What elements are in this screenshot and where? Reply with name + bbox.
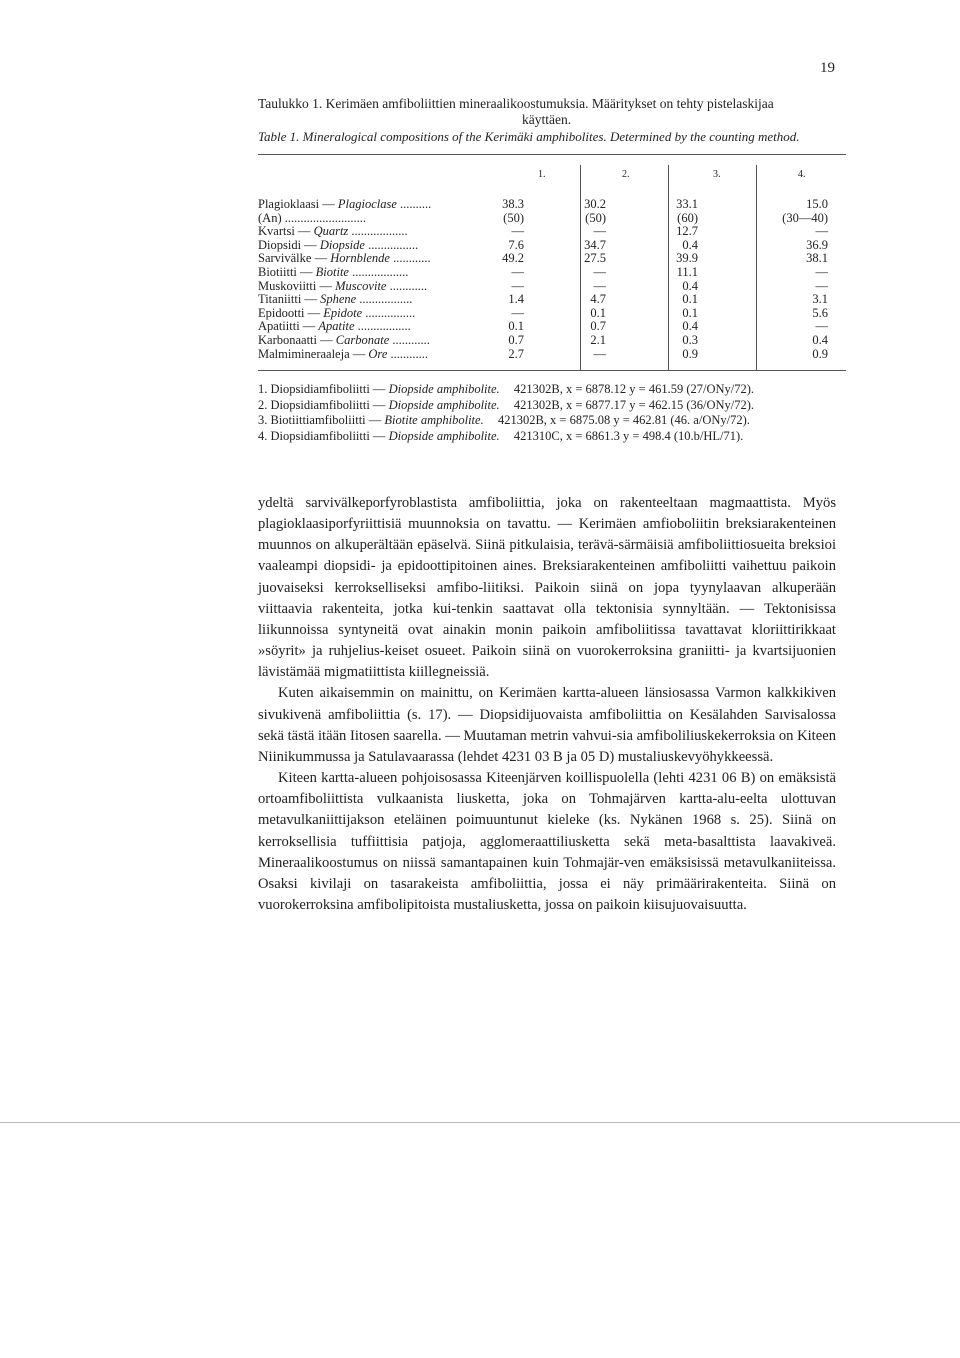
- table-cell: 0.4: [682, 237, 698, 252]
- table-cell: 36.9: [806, 237, 828, 252]
- table-note: [258, 413, 754, 429]
- row-label-finnish: Titaniitti —: [258, 292, 317, 307]
- table-cell: 38.1: [806, 251, 828, 266]
- row-label-english: Biotite: [315, 265, 349, 279]
- table-cell: 1.4: [508, 292, 524, 307]
- table-cell: 0.4: [812, 333, 828, 347]
- row-label-finnish: Sarvivälke —: [258, 251, 328, 266]
- table-cell: —: [593, 265, 606, 279]
- column-header-3: 3.: [713, 169, 721, 180]
- row-label-finnish: Kvartsi —: [258, 224, 311, 239]
- mineral-table: [258, 165, 848, 370]
- table-note: [258, 398, 754, 414]
- note-number: 3.: [258, 413, 268, 427]
- column-header-4: 4.: [798, 169, 806, 180]
- note-location: 421302B, x = 6875.08 y = 462.81 (46. a/ONy/72).: [497, 413, 750, 427]
- table-cell: 3.1: [812, 292, 828, 307]
- table-cell: —: [511, 278, 524, 293]
- table-cell: 0.9: [812, 346, 828, 361]
- table-cell: 0.4: [682, 278, 698, 293]
- table-cell: —: [815, 224, 828, 239]
- table-cell: 5.6: [812, 305, 828, 320]
- row-leader-dots: ............: [387, 346, 428, 361]
- table-note: [258, 382, 754, 398]
- table-cell: (50): [585, 210, 606, 225]
- table-cell: 2.1: [590, 333, 606, 347]
- note-finnish: Diopsidiamfiboliitti —: [270, 397, 386, 412]
- table-cell: —: [815, 265, 828, 279]
- table-cell: 11.1: [676, 265, 698, 279]
- row-leader-dots: .................: [354, 319, 411, 334]
- row-label-finnish: Karbonaatti —: [258, 333, 333, 347]
- note-number: 4.: [258, 428, 268, 443]
- table-caption-english: Table 1. Mineralogical compositions of the Kerimäki amphibolites. Determined by the counting method.: [258, 129, 800, 144]
- note-finnish: Biotiittiamfiboliitti —: [270, 413, 382, 427]
- table-cell: —: [593, 346, 606, 361]
- table-cell: 0.1: [682, 305, 698, 320]
- table-cell: 0.1: [682, 292, 698, 307]
- note-location: 421302B, x = 6878.12 y = 461.59 (27/ONy/72).: [513, 382, 755, 396]
- table-cell: 2.7: [508, 346, 524, 361]
- table-top-rule: [258, 154, 846, 155]
- table-cell: —: [815, 319, 828, 334]
- row-label-english: Quartz: [313, 224, 349, 239]
- table-notes: [258, 382, 754, 444]
- row-label-finnish: Muskoviitti —: [258, 278, 332, 293]
- row-leader-dots: ............: [389, 251, 431, 266]
- row-label-english: Carbonate: [335, 333, 390, 347]
- table-cell: (60): [677, 210, 698, 225]
- table-bottom-rule: [258, 370, 846, 371]
- table-cell: 15.0: [806, 197, 828, 211]
- table-cell: 0.4: [682, 319, 698, 334]
- row-label-finnish: Plagioklaasi —: [258, 197, 335, 211]
- row-leader-dots: ............: [386, 278, 428, 293]
- table-cell: 38.3: [502, 197, 524, 211]
- caption-fi-line2: käyttäen.: [522, 112, 572, 127]
- row-label-english: Apatite: [318, 319, 355, 334]
- row-label-english: Diopside: [319, 237, 365, 252]
- table-cell: —: [815, 278, 828, 293]
- paragraph: Kuten aikaisemmin on mainittu, on Kerimäen kartta-alueen länsiosassa Varmon kalkkikiven sivukivenä amfiboliittia (s. 17). — Diopsidijuovaista amfiboliittia on Kesälahden Saıvisalossa sekä tästä itään Iitosen saarella. — Muutaman metrin vahvui-sia amfiboliliuskekerroksia on Kiteen Niinikummussa ja Satulavaarassa (lehdet 4231 03 B ja 05 D) mustaliuskevyöhykkeessä.: [258, 685, 836, 765]
- paragraph: ydeltä sarvivälkeporfyroblastista amfiboliittia, joka on rakenteeltaan magmaattista. Myös plagioklaasiporfyriittisiä muunnoksia on tavattu. — Kerimäen amfioboliitin breksiarakenteinen muunnos on alkuperältään epäselvä. Siinä pitkulaisia, terävä-särmäisiä amfiboliittiosueita breksioi vaaleampi diopsidi- ja epidoottipitoinen aines. Breksiarakenteinen amfiboliitti vaihettuu paikoin juovaiseksi kerrokselliseksi amfibo-liitiksi. Paikoin siinä on jopa tyynylaavan alkuperään viittaavia rakenteita, jotka kui-tenkin saattavat olla tektonisia synnyltään. — Tektonisissa liikunnoissa syntyneitä ovat ainakin monin paikoin amfiboliitissa tavattavat kloriittirikkaat »söyrit» ja ruhjelius-keiset osueet. Paikoin siinä on vuorokerroksina graniitti- ja kvartsijuonien lävistämää migmatiittista kiillegneissiä.: [258, 495, 836, 681]
- page-bottom-edge: [0, 1122, 960, 1123]
- caption-fi-line1: Taulukko 1. Kerimäen amfiboliittien mineraalikoostumuksia. Määritykset on tehty pistelaskijaa: [258, 96, 774, 111]
- column-header-1: 1.: [538, 169, 546, 180]
- row-leader-dots: ..................: [348, 265, 409, 279]
- table-cell: (50): [503, 210, 524, 225]
- table-cell: —: [593, 224, 606, 239]
- row-leader-dots: ..........: [396, 197, 432, 211]
- note-number: 2.: [258, 397, 268, 412]
- table-cell: 49.2: [502, 251, 524, 266]
- table-cell: (30—40): [782, 210, 828, 225]
- table-cell: 39.9: [676, 251, 698, 266]
- table-cell: 12.7: [676, 224, 698, 239]
- table-cell: —: [511, 224, 524, 239]
- row-leader-dots: .................: [356, 292, 413, 307]
- note-number: 1.: [258, 382, 268, 396]
- row-label-english: Plagioclase: [337, 197, 397, 211]
- row-label-finnish: (An): [258, 210, 282, 225]
- row-label-finnish: Diopsidi —: [258, 237, 317, 252]
- table-cell: 0.7: [590, 319, 606, 334]
- table-note: [258, 429, 754, 445]
- note-finnish: Diopsidiamfiboliitti —: [270, 382, 386, 396]
- note-english: Diopside amphibolite.: [388, 428, 500, 443]
- row-label-english: Ore: [368, 346, 388, 361]
- note-english: Diopside amphibolite.: [388, 397, 500, 412]
- row-label-english: Sphene: [320, 292, 357, 307]
- table-caption-finnish: [258, 96, 840, 128]
- row-leader-dots: ................: [364, 237, 419, 252]
- table-cell: 7.6: [508, 237, 524, 252]
- note-location: 421310C, x = 6861.3 y = 498.4 (10.b/HL/71).: [513, 428, 744, 443]
- body-text: [258, 493, 836, 916]
- row-label-finnish: Malmimineraaleja —: [258, 346, 366, 361]
- note-english: Diopside amphibolite.: [388, 382, 500, 396]
- paragraph: Kiteen kartta-alueen pohjoisosassa Kiteenjärven koillispuolella (lehti 4231 06 B) on emäksistä ortoamfiboliittista vulkaanista liusketta, joka on Tohmajärven kartta-alu-eelta ulottuvan metavulkaniittijakson eteläinen poimuuntunut kieleke (ks. Nykänen 1968 s. 25). Siinä on kerroksellisia tuffiittisia patjoja, agglomeraattiliusketta sekä meta-basalttista laavakiveä. Mineraalikoostumus on niissä samantapainen kuin Tohmajär-ven emäksisissä metavulkaniiteissa. Osaksi kivilaji on tasarakeista amfiboliittia, jossa ei näy primäärirakenteita. Siinä on vuorokerroksina amfibolipitoista mustaliusketta, jossa on paikoin kiisujuovaisuutta.: [258, 770, 836, 913]
- table-cell: 34.7: [584, 237, 606, 252]
- table-cell: —: [511, 265, 524, 279]
- note-finnish: Diopsidiamfiboliitti —: [270, 428, 386, 443]
- note-english: Biotite amphibolite.: [384, 413, 484, 427]
- column-divider: [756, 165, 757, 370]
- table-cell: 0.1: [508, 319, 524, 334]
- table-cell: 0.9: [682, 346, 698, 361]
- table-cell: 30.2: [584, 197, 606, 211]
- row-leader-dots: ............: [389, 333, 430, 347]
- table-cell: 0.7: [508, 333, 524, 347]
- table-cell: —: [593, 278, 606, 293]
- row-leader-dots: ................: [362, 305, 416, 320]
- row-label-finnish: Epidootti —: [258, 305, 321, 320]
- table-cell: 0.3: [682, 333, 698, 347]
- row-leader-dots: ..........................: [284, 210, 366, 225]
- column-header-2: 2.: [622, 169, 630, 180]
- row-label-english: Hornblende: [330, 251, 390, 266]
- page-number: 19: [820, 60, 835, 76]
- row-label-finnish: Apatiitti —: [258, 319, 316, 334]
- row-leader-dots: ..................: [348, 224, 408, 239]
- note-location: 421302B, x = 6877.17 y = 462.15 (36/ONy/72).: [513, 397, 755, 412]
- row-label-english: Epidote: [323, 305, 363, 320]
- table-cell: 27.5: [584, 251, 606, 266]
- row-label-finnish: Biotiitti —: [258, 265, 313, 279]
- table-cell: 4.7: [590, 292, 606, 307]
- table-cell: 33.1: [676, 197, 698, 211]
- table-cell: 0.1: [590, 305, 606, 320]
- table-cell: —: [511, 305, 524, 320]
- row-label-english: Muscovite: [335, 278, 387, 293]
- table-row-label: [258, 347, 428, 362]
